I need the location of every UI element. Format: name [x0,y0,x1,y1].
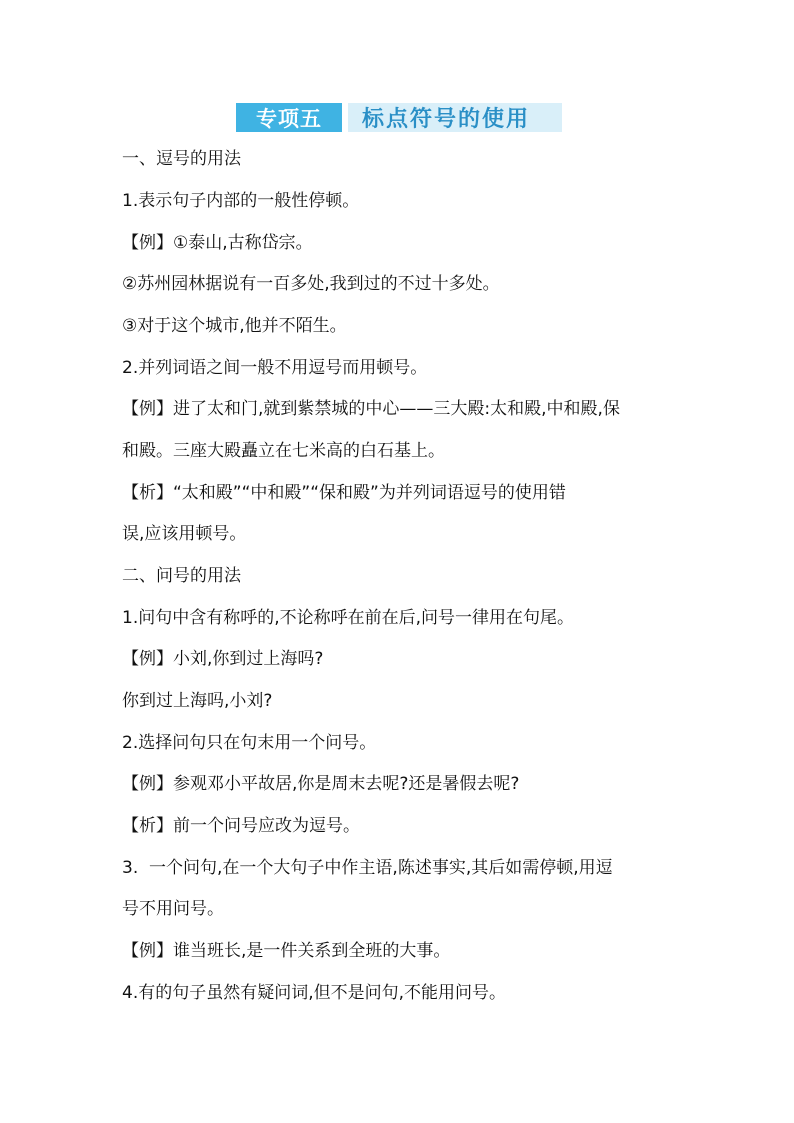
section-title: 标点符号的使用 [348,103,562,132]
heading-question-mark-usage: 二、问号的用法 [122,566,241,586]
example-line: 【例】进了太和门,就到紫禁城的中心——三大殿:太和殿,中和殿,保 [122,399,620,419]
rule-line: 1.表示句子内部的一般性停顿。 [122,191,360,211]
rule-line: 号不用问号。 [122,899,224,919]
rule-line: 4.有的句子虽然有疑问词,但不是问句,不能用问号。 [122,983,507,1003]
example-line: ②苏州园林据说有一百多处,我到过的不过十多处。 [122,274,500,294]
analysis-line: 误,应该用顿号。 [122,524,247,544]
rule-line: 2.选择问句只在句末用一个问号。 [122,733,377,753]
section-title-banner [236,103,562,132]
example-line: 【例】谁当班长,是一件关系到全班的大事。 [122,941,451,961]
rule-line: 3. 一个问句,在一个大句子中作主语,陈述事实,其后如需停顿,用逗 [122,858,613,878]
rule-line: 1.问句中含有称呼的,不论称呼在前在后,问号一律用在句尾。 [122,608,575,628]
example-line: 【例】①泰山,古称岱宗。 [122,233,313,253]
rule-line: 2.并列词语之间一般不用逗号而用顿号。 [122,358,428,378]
example-line: ③对于这个城市,他并不陌生。 [122,316,347,336]
example-line: 你到过上海吗,小刘? [122,691,273,711]
section-label: 专项五 [236,103,342,132]
example-line: 【例】小刘,你到过上海吗? [122,649,324,669]
heading-comma-usage: 一、逗号的用法 [122,149,241,169]
example-line: 和殿。三座大殿矗立在七米高的白石基上。 [122,441,445,461]
example-line: 【例】参观邓小平故居,你是周末去呢?还是暑假去呢? [122,774,520,794]
analysis-line: 【析】前一个问号应改为逗号。 [122,816,360,836]
analysis-line: 【析】“太和殿”“中和殿”“保和殿”为并列词语逗号的使用错 [122,483,566,503]
